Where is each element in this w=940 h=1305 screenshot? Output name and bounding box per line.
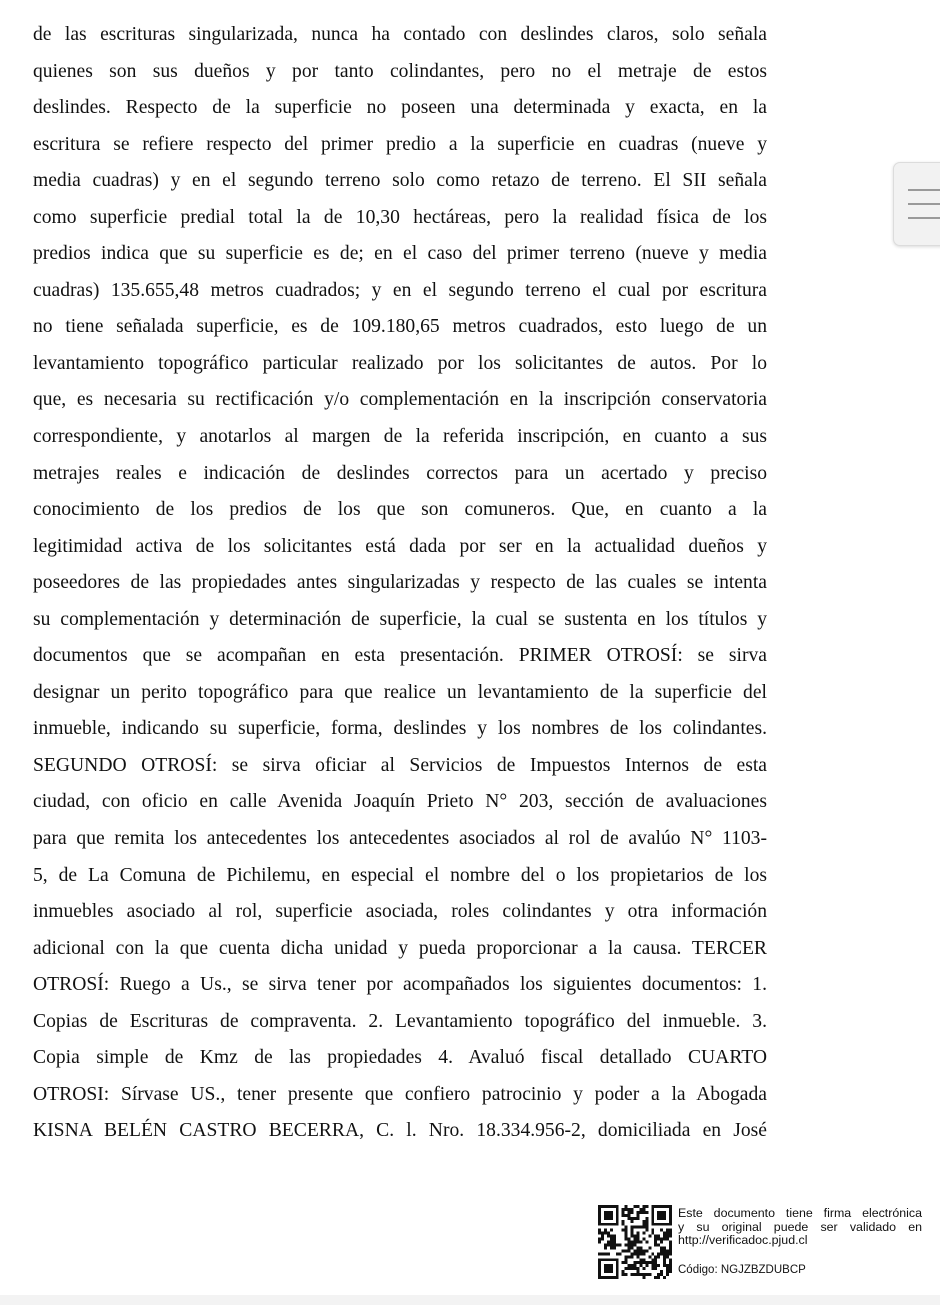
- text-line: su complementación y determinación de superficie, la cual se sustenta en los títulos y: [33, 608, 767, 630]
- text-line: poseedores de las propiedades antes singularizadas y respecto de las cuales se intenta: [33, 572, 767, 594]
- text-line: de las escrituras singularizada, nunca ha contado con deslindes claros, solo señala: [33, 24, 767, 45]
- verification-link[interactable]: http://verificadoc.pjud.cl: [678, 1233, 808, 1247]
- text-line: correspondiente, y anotarlos al margen de la referida inscripción, en cuanto a sus: [33, 426, 767, 448]
- menu-button[interactable]: [893, 162, 940, 246]
- text-line: quienes son sus dueños y por tanto colindantes, pero no el metraje de estos: [33, 60, 767, 82]
- signature-notice: [678, 1207, 922, 1248]
- text-line: inmuebles asociado al rol, superficie asociada, roles colindantes y otra información: [33, 901, 767, 923]
- qr-code-icon: [598, 1205, 672, 1279]
- text-line: OTROSÍ: Ruego a Us., se sirva tener por acompañados los siguientes documentos: 1.: [33, 974, 767, 996]
- text-line: media cuadras) y en el segundo terreno solo como retazo de terreno. El SII señala: [33, 170, 767, 192]
- verification-code: Código: NGJZBZDUBCP: [678, 1264, 806, 1276]
- text-line: deslindes. Respecto de la superficie no poseen una determinada y exacta, en la: [33, 97, 767, 119]
- document-body: [33, 17, 767, 1150]
- text-line: escritura se refiere respecto del primer predio a la superficie en cuadras (nueve y: [33, 133, 767, 155]
- text-line: designar un perito topográfico para que realice un levantamiento de la superficie del: [33, 681, 767, 703]
- text-line: conocimiento de los predios de los que son comuneros. Que, en cuanto a la: [33, 499, 767, 521]
- text-line: adicional con la que cuenta dicha unidad y pueda proporcionar a la causa. TERCER: [33, 937, 767, 959]
- text-line: Copias de Escrituras de compraventa. 2. Levantamiento topográfico del inmueble. 3.: [33, 1010, 767, 1032]
- text-line: que, es necesaria su rectificación y/o complementación en la inscripción conservatoria: [33, 389, 767, 411]
- text-line: cuadras) 135.655,48 metros cuadrados; y en el segundo terreno el cual por escritura: [33, 279, 767, 301]
- text-line: SEGUNDO OTROSÍ: se sirva oficiar al Servicios de Impuestos Internos de esta: [33, 754, 767, 776]
- text-line: legitimidad activa de los solicitantes está dada por ser en la actualidad dueños y: [33, 535, 767, 557]
- text-line: inmueble, indicando su superficie, forma, deslindes y los nombres de los colindantes.: [33, 718, 767, 740]
- signature-line: y su original puede ser validado en: [678, 1219, 922, 1234]
- text-line: para que remita los antecedentes los antecedentes asociados al rol de avalúo N° 1103-: [33, 828, 767, 850]
- electronic-signature-block: [598, 1205, 928, 1281]
- text-line: Copia simple de Kmz de las propiedades 4. Avaluó fiscal detallado CUARTO: [33, 1047, 767, 1069]
- viewer-bottom-bar: [0, 1295, 940, 1305]
- text-line: levantamiento topográfico particular realizado por los solicitantes de autos. Por lo: [33, 352, 767, 374]
- text-line: OTROSI: Sírvase US., tener presente que confiero patrocinio y poder a la Abogada: [33, 1083, 767, 1105]
- text-line: documentos que se acompañan en esta presentación. PRIMER OTROSÍ: se sirva: [33, 645, 767, 667]
- text-line: ciudad, con oficio en calle Avenida Joaquín Prieto N° 203, sección de avaluaciones: [33, 791, 767, 813]
- signature-line: Este documento tiene firma electrónica: [678, 1206, 922, 1220]
- text-line: KISNA BELÉN CASTRO BECERRA, C. l. Nro. 18.334.956-2, domiciliada en José: [33, 1120, 767, 1142]
- text-line: metrajes reales e indicación de deslindes correctos para un acertado y preciso: [33, 462, 767, 484]
- text-line: como superficie predial total la de 10,30 hectáreas, pero la realidad física de los: [33, 206, 767, 228]
- text-line: no tiene señalada superficie, es de 109.180,65 metros cuadrados, esto luego de un: [33, 316, 767, 338]
- text-line: 5, de La Comuna de Pichilemu, en especial el nombre del o los propietarios de los: [33, 864, 767, 886]
- text-line: predios indica que su superficie es de; en el caso del primer terreno (nueve y media: [33, 243, 767, 265]
